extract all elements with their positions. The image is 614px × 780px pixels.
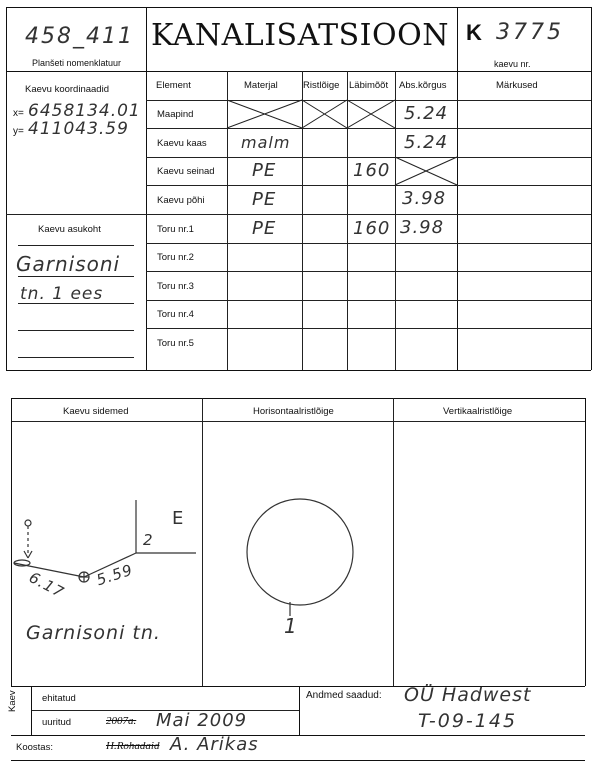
col-header: Ristlõige <box>303 80 340 91</box>
x-coordinate: 6458134.01 <box>28 101 141 121</box>
cell-material: PE <box>252 218 277 239</box>
cell-material: PE <box>252 189 277 210</box>
dimension-right: 5.59 <box>94 560 136 590</box>
row-element: Toru nr.5 <box>157 338 194 349</box>
x-prefix: x= <box>13 108 24 119</box>
built-label: ehitatud <box>42 693 76 704</box>
location-line2: tn. 1 ees <box>20 284 104 304</box>
col-header: Element <box>156 80 191 91</box>
ties-heading: Kaevu sidemed <box>63 406 129 417</box>
sheet-number: 458_411 <box>25 24 134 49</box>
measured-date: Mai 2009 <box>156 710 248 731</box>
cell-material: PE <box>252 160 277 181</box>
cell-diameter: 160 <box>353 218 391 239</box>
dimension-side: 2 <box>143 531 154 549</box>
cell-material: malm <box>241 133 291 152</box>
col-header: Materjal <box>244 80 278 91</box>
side-label: Kaev <box>7 690 18 712</box>
col-header: Abs.kõrgus <box>399 80 447 91</box>
cell-elevation: 3.98 <box>402 188 447 209</box>
street-name: Garnisoni tn. <box>26 622 161 644</box>
cell-elevation: 5.24 <box>404 132 449 153</box>
well-number: 3775 <box>496 20 564 45</box>
dimension-left: 6.17 <box>25 568 68 602</box>
row-element: Kaevu kaas <box>157 138 207 149</box>
col-header: Märkused <box>496 80 538 91</box>
horizontal-heading: Horisontaalristlõige <box>253 406 334 417</box>
page-title: KANALISATSIOON <box>151 18 449 53</box>
row-element: Maapind <box>157 109 194 120</box>
row-element: Toru nr.4 <box>157 309 194 320</box>
source-code: T-09-145 <box>418 710 518 732</box>
location-heading: Kaevu asukoht <box>38 224 101 235</box>
compass-letter: E <box>172 508 185 529</box>
well-label: kaevu nr. <box>494 59 531 69</box>
measured-label: uuritud <box>42 717 72 728</box>
cell-elevation: 5.24 <box>404 103 449 124</box>
col-header: Läbimõõt <box>349 80 389 91</box>
old-author: H.Rohadaid <box>106 740 160 752</box>
row-element: Toru nr.1 <box>157 224 194 235</box>
cell-elevation: 3.98 <box>400 217 445 238</box>
author: A. Arikas <box>170 734 259 755</box>
coordinates-heading: Kaevu koordinaadid <box>25 84 109 95</box>
location-line1: Garnisoni <box>16 252 121 276</box>
compiled-label: Koostas: <box>16 742 53 753</box>
pipe-mark: 1 <box>284 614 298 638</box>
cell-diameter: 160 <box>353 160 391 181</box>
row-element: Kaevu seinad <box>157 166 215 177</box>
data-source-label: Andmed saadud: <box>306 690 382 701</box>
row-element: Toru nr.3 <box>157 281 194 292</box>
well-prefix: K <box>466 20 482 45</box>
row-element: Toru nr.2 <box>157 252 194 263</box>
y-coordinate: 411043.59 <box>28 119 129 139</box>
row-element: Kaevu põhi <box>157 195 205 206</box>
vertical-heading: Vertikaalristlõige <box>443 406 513 417</box>
y-prefix: y= <box>13 126 24 137</box>
sheet-label: Planšeti nomenklatuur <box>32 58 122 68</box>
source-company: OÜ Hadwest <box>404 684 532 706</box>
old-year: 2007a. <box>106 715 137 727</box>
